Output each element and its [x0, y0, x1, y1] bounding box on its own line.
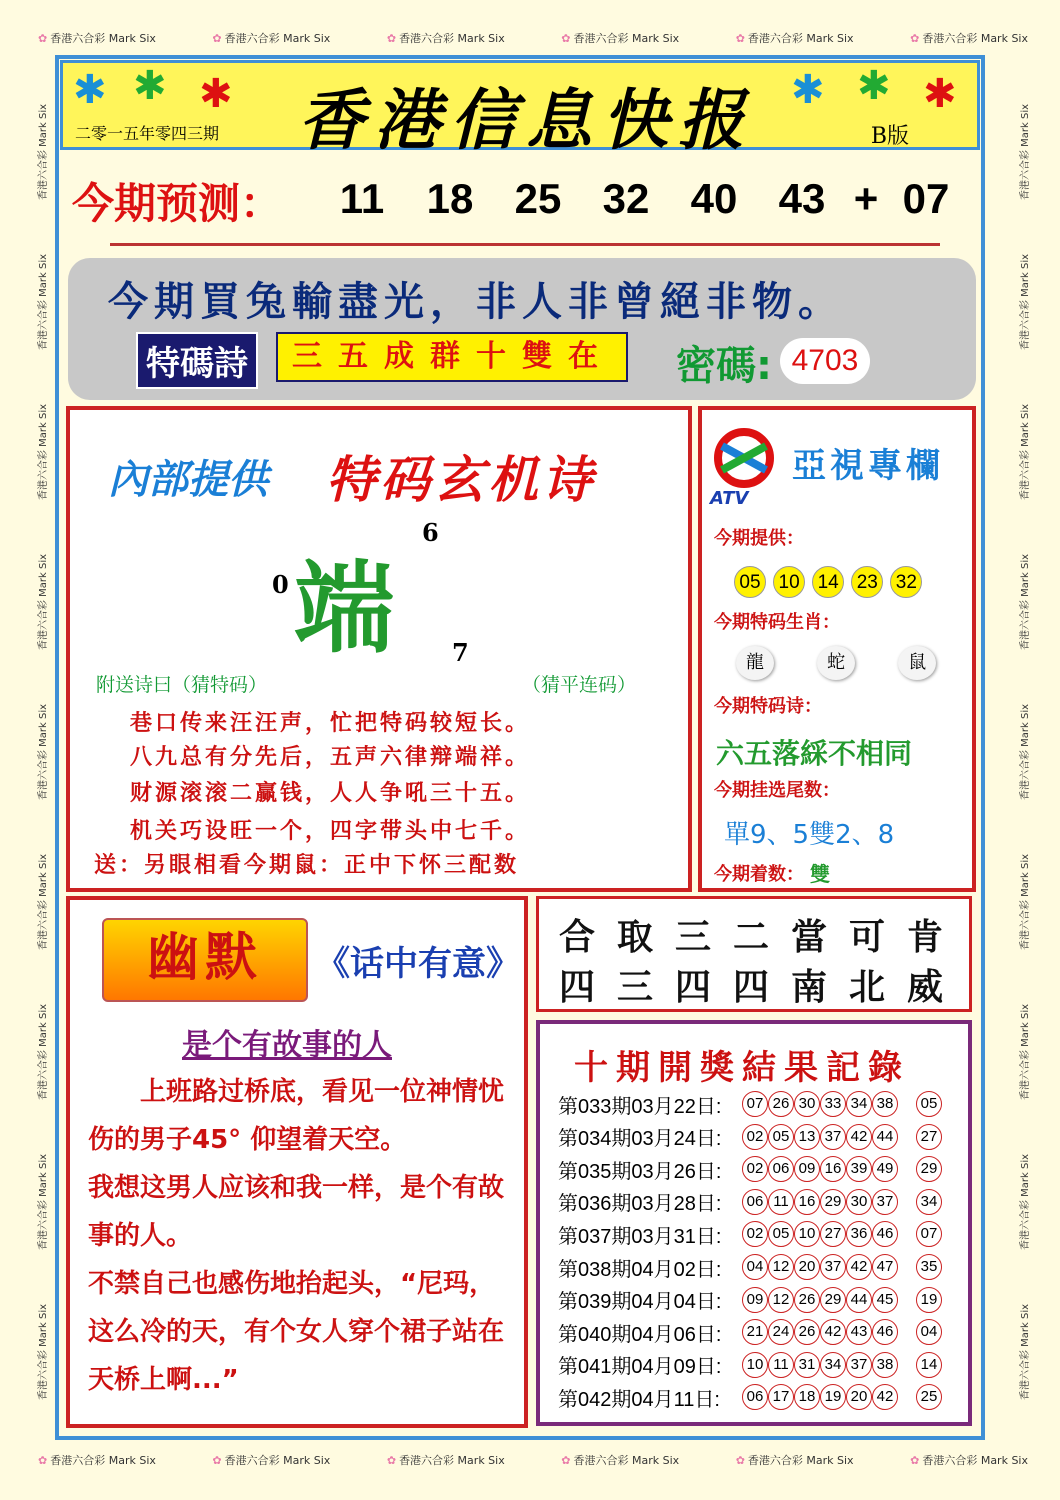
watermark: ✿ 香港六合彩 Mark Six — [735, 32, 854, 45]
watermark: 香港六合彩 Mark Six — [38, 253, 49, 350]
prediction-number: 43 — [778, 175, 826, 222]
internal-subtitle: 特码玄机诗 — [326, 451, 596, 509]
edition-label: B版 — [870, 124, 909, 149]
atv-poem-label: 今期特码诗： — [714, 696, 822, 717]
hint-character: 端 — [294, 550, 394, 667]
humor-body — [88, 1068, 508, 1404]
hint-number-top: 6 — [422, 518, 439, 547]
hint-number-left: 0 — [272, 570, 289, 599]
verse-line: 巷口传来汪汪声，忙把特码较短长。 — [130, 711, 531, 736]
special-ball: 27 — [916, 1124, 942, 1150]
result-ball: 26 — [794, 1287, 820, 1313]
result-ball: 43 — [846, 1319, 872, 1345]
result-ball: 19 — [820, 1384, 846, 1410]
atv-title: 亞視專欄 — [792, 446, 944, 486]
star-icon: ✱ — [923, 71, 957, 117]
special-ball: 29 — [916, 1156, 942, 1182]
poem-label: 特碼詩 — [136, 332, 258, 389]
result-ball: 20 — [846, 1384, 872, 1410]
watermark: ✿ 香港六合彩 Mark Six — [38, 1454, 156, 1467]
humor-paragraph: 不禁自己也感伤地抬起头，“尼玛，这么冷的天，有个女人穿个裙子站在天桥上啊...” — [88, 1269, 505, 1395]
result-ball: 11 — [768, 1352, 794, 1378]
atv-zodiacs — [736, 646, 936, 680]
header — [60, 60, 980, 159]
watermark: 香港六合彩 Mark Six — [38, 553, 49, 650]
special-number: 07 — [902, 175, 950, 222]
hint-number-bottom: 7 — [452, 638, 469, 667]
result-ball: 06 — [742, 1189, 768, 1215]
result-ball: 44 — [872, 1124, 898, 1150]
result-ball: 09 — [794, 1156, 820, 1182]
history-date: 第034期03月24日: — [558, 1128, 722, 1151]
result-ball: 30 — [846, 1189, 872, 1215]
watermark: 香港六合彩 Mark Six — [1020, 1003, 1031, 1100]
result-ball: 37 — [820, 1254, 846, 1280]
history-row — [558, 1349, 942, 1381]
number-ball: 23 — [851, 566, 883, 598]
result-ball: 42 — [846, 1254, 872, 1280]
result-ball: 17 — [768, 1384, 794, 1410]
watermark: ✿ 香港六合彩 Mark Six — [910, 32, 1028, 45]
history-date: 第040期04月06日: — [558, 1323, 722, 1346]
result-ball: 46 — [872, 1319, 898, 1345]
result-ball: 31 — [794, 1352, 820, 1378]
watermark: ✿ 香港六合彩 Mark Six — [38, 32, 156, 45]
history-row — [558, 1218, 942, 1250]
watermark: ✿ 香港六合彩 Mark Six — [212, 1454, 331, 1467]
result-ball: 42 — [872, 1384, 898, 1410]
atv-zodiac-label: 今期特码生肖： — [714, 612, 840, 633]
result-ball: 07 — [742, 1091, 768, 1117]
special-ball: 25 — [916, 1384, 942, 1410]
zodiac-badge: 龍 — [736, 646, 774, 680]
watermark: ✿ 香港六合彩 Mark Six — [386, 1454, 505, 1467]
result-ball: 13 — [794, 1124, 820, 1150]
result-ball: 39 — [846, 1156, 872, 1182]
watermark: ✿ 香港六合彩 Mark Six — [561, 32, 680, 45]
watermark: 香港六合彩 Mark Six — [38, 1153, 49, 1250]
result-ball: 36 — [846, 1221, 872, 1247]
poem-text: 三五成群十雙在 — [276, 332, 628, 382]
watermark: 香港六合彩 Mark Six — [1020, 703, 1031, 800]
history-row — [558, 1284, 942, 1316]
result-ball: 12 — [768, 1287, 794, 1313]
atv-poem: 六五落綵不相同 — [716, 737, 913, 770]
divider — [110, 243, 940, 246]
prediction-number: 32 — [602, 175, 650, 222]
watermark: 香港六合彩 Mark Six — [38, 103, 49, 200]
special-ball: 35 — [916, 1254, 942, 1280]
result-ball: 05 — [768, 1221, 794, 1247]
number-ball: 14 — [812, 566, 844, 598]
result-ball: 10 — [794, 1221, 820, 1247]
result-ball: 02 — [742, 1156, 768, 1182]
result-ball: 45 — [872, 1287, 898, 1313]
humor-headline: 是个有故事的人 — [182, 1028, 392, 1063]
star-icon: ✱ — [73, 67, 107, 113]
result-ball: 16 — [794, 1189, 820, 1215]
zodiac-badge: 鼠 — [898, 646, 936, 680]
verse-line: 机关巧设旺一个，四字带头中七千。 — [130, 819, 531, 844]
internal-poem-box — [66, 406, 692, 892]
result-ball: 16 — [820, 1156, 846, 1182]
special-ball: 19 — [916, 1287, 942, 1313]
result-ball: 44 — [846, 1287, 872, 1313]
result-ball: 27 — [820, 1221, 846, 1247]
result-ball: 12 — [768, 1254, 794, 1280]
watermark: 香港六合彩 Mark Six — [38, 1303, 49, 1400]
star-icon: ✱ — [133, 63, 167, 109]
watermark: ✿ 香港六合彩 Mark Six — [735, 1454, 854, 1467]
watermark: 香港六合彩 Mark Six — [38, 703, 49, 800]
gift-label-right: （猜平连码） — [522, 674, 637, 696]
star-icon: ✱ — [791, 67, 825, 113]
result-ball: 49 — [872, 1156, 898, 1182]
history-box — [536, 1020, 972, 1426]
atv-tail: 單9、5雙2、8 — [724, 820, 895, 850]
result-ball: 02 — [742, 1221, 768, 1247]
watermark: 香港六合彩 Mark Six — [1020, 103, 1031, 200]
number-ball: 05 — [734, 566, 766, 598]
verse-line: 送：另眼相看今期鼠：正中下怀三配数 — [94, 853, 520, 878]
prediction-row — [60, 165, 980, 245]
result-ball: 42 — [846, 1124, 872, 1150]
atv-provide-numbers — [734, 566, 924, 598]
result-ball: 38 — [872, 1091, 898, 1117]
verse-line: 八九总有分先后，五声六律辩端祥。 — [130, 745, 531, 770]
history-date: 第041期04月09日: — [558, 1356, 722, 1379]
result-ball: 05 — [768, 1124, 794, 1150]
result-ball: 47 — [872, 1254, 898, 1280]
result-ball: 29 — [820, 1189, 846, 1215]
slogan-panel — [68, 258, 976, 400]
history-date: 第036期03月28日: — [558, 1193, 722, 1216]
star-icon: ✱ — [199, 71, 233, 117]
result-ball: 34 — [846, 1091, 872, 1117]
result-ball: 30 — [794, 1091, 820, 1117]
result-ball: 37 — [872, 1189, 898, 1215]
number-ball: 32 — [890, 566, 922, 598]
humor-paragraph: 我想这男人应该和我一样，是个有故事的人。 — [88, 1173, 505, 1251]
watermark-right — [1004, 60, 1054, 1440]
plus-sign: + — [853, 175, 879, 222]
history-row — [558, 1088, 942, 1120]
result-ball: 24 — [768, 1319, 794, 1345]
prediction-number: 11 — [339, 175, 385, 222]
atv-tail-label: 今期挂选尾数： — [714, 780, 840, 801]
history-row — [558, 1381, 942, 1413]
result-ball: 34 — [820, 1352, 846, 1378]
history-row — [558, 1121, 942, 1153]
watermark: 香港六合彩 Mark Six — [38, 403, 49, 500]
special-ball: 07 — [916, 1221, 942, 1247]
prediction-number: 40 — [690, 175, 738, 222]
gift-label-left: 附送诗曰（猜特码） — [96, 674, 268, 696]
humor-badge: 幽默 — [102, 918, 308, 1002]
star-icon: ✱ — [857, 63, 891, 109]
internal-title: 內部提供 — [108, 457, 268, 503]
issue-number: 二零一五年零四三期 — [75, 124, 220, 143]
puzzle-box — [536, 896, 972, 1012]
special-ball: 05 — [916, 1091, 942, 1117]
puzzle-row: 合取三二當可肯 — [559, 916, 966, 958]
zodiac-badge: 蛇 — [817, 646, 855, 680]
result-ball: 33 — [820, 1091, 846, 1117]
result-ball: 20 — [794, 1254, 820, 1280]
watermark-bottom — [38, 1452, 1028, 1468]
atv-parity: 雙 — [810, 862, 830, 886]
history-date: 第042期04月11日: — [558, 1388, 720, 1411]
page-title: 香港信息快报 — [298, 81, 754, 159]
watermark: 香港六合彩 Mark Six — [1020, 1303, 1031, 1400]
humor-subtitle: 《话中有意》 — [316, 944, 520, 984]
history-date: 第033期03月22日: — [558, 1095, 722, 1118]
result-ball: 26 — [794, 1319, 820, 1345]
result-ball: 10 — [742, 1352, 768, 1378]
watermark: 香港六合彩 Mark Six — [1020, 1153, 1031, 1250]
watermark: 香港六合彩 Mark Six — [1020, 553, 1031, 650]
history-row — [558, 1251, 942, 1283]
history-row — [558, 1153, 942, 1185]
result-ball: 21 — [742, 1319, 768, 1345]
result-ball: 42 — [820, 1319, 846, 1345]
atv-provide-label: 今期提供： — [714, 528, 804, 549]
history-date: 第037期03月31日: — [558, 1225, 722, 1248]
result-ball: 02 — [742, 1124, 768, 1150]
slogan: 今期買兔輸盡光，非人非曾絕非物。 — [108, 278, 844, 325]
result-ball: 11 — [768, 1189, 794, 1215]
special-ball: 04 — [916, 1319, 942, 1345]
result-ball: 06 — [768, 1156, 794, 1182]
puzzle-row: 四三四四南北威 — [559, 966, 966, 1008]
atv-parity-label: 今期着数： — [714, 864, 804, 885]
result-ball: 37 — [846, 1352, 872, 1378]
history-row — [558, 1186, 942, 1218]
humor-box — [66, 896, 528, 1428]
history-date: 第039期04月04日: — [558, 1291, 722, 1314]
watermark: ✿ 香港六合彩 Mark Six — [386, 32, 505, 45]
watermark-top — [38, 30, 1028, 46]
atv-logo-icon — [712, 426, 776, 490]
prediction-numbers — [318, 175, 966, 223]
watermark: ✿ 香港六合彩 Mark Six — [910, 1454, 1028, 1467]
result-ball: 04 — [742, 1254, 768, 1280]
atv-column — [698, 406, 976, 892]
result-ball: 37 — [820, 1124, 846, 1150]
result-ball: 18 — [794, 1384, 820, 1410]
history-date: 第035期03月26日: — [558, 1160, 722, 1183]
special-ball: 14 — [916, 1352, 942, 1378]
watermark: 香港六合彩 Mark Six — [1020, 253, 1031, 350]
result-ball: 26 — [768, 1091, 794, 1117]
result-ball: 29 — [820, 1287, 846, 1313]
password-value: 4703 — [780, 338, 870, 384]
verse-line: 财源滚滚二赢钱，人人争吼三十五。 — [130, 781, 531, 806]
history-date: 第038期04月02日: — [558, 1258, 722, 1281]
result-ball: 38 — [872, 1352, 898, 1378]
history-title: 十期開獎結果記錄 — [574, 1048, 910, 1088]
password-label: 密碼: — [676, 343, 772, 389]
watermark: 香港六合彩 Mark Six — [38, 853, 49, 950]
history-row — [558, 1316, 942, 1348]
result-ball: 46 — [872, 1221, 898, 1247]
prediction-number: 25 — [514, 175, 562, 222]
watermark: ✿ 香港六合彩 Mark Six — [212, 32, 331, 45]
watermark: 香港六合彩 Mark Six — [38, 1003, 49, 1100]
special-ball: 34 — [916, 1189, 942, 1215]
watermark: 香港六合彩 Mark Six — [1020, 853, 1031, 950]
number-ball: 10 — [773, 566, 805, 598]
humor-paragraph: 上班路过桥底，看见一位神情忧伤的男子45° 仰望着天空。 — [88, 1077, 505, 1155]
watermark: ✿ 香港六合彩 Mark Six — [561, 1454, 680, 1467]
prediction-number: 18 — [426, 175, 474, 222]
result-ball: 09 — [742, 1287, 768, 1313]
atv-logo-text: ATV — [710, 488, 749, 509]
watermark: 香港六合彩 Mark Six — [1020, 403, 1031, 500]
prediction-label: 今期预测： — [72, 179, 283, 228]
result-ball: 06 — [742, 1384, 768, 1410]
